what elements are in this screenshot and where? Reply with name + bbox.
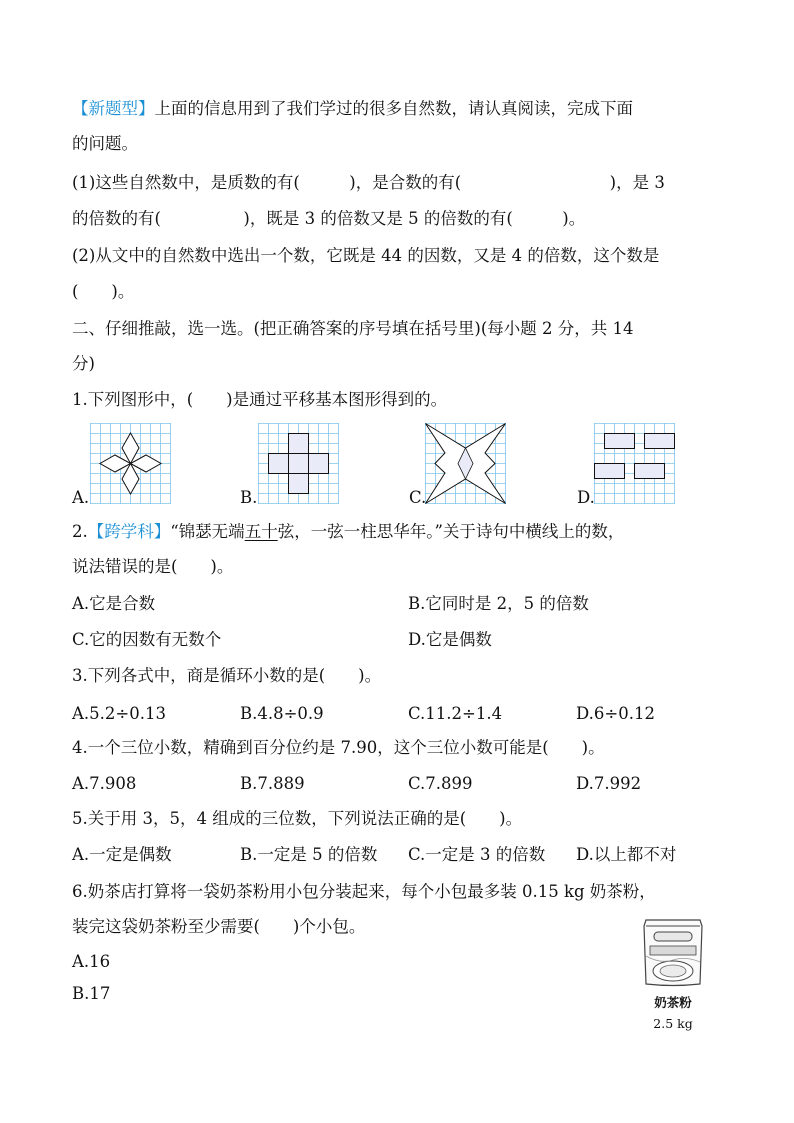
- intro-line-1: 【新题型】上面的信息用到了我们学过的很多自然数，请认真阅读，完成下面: [72, 99, 633, 118]
- question-1-line-1: (1)这些自然数中，是质数的有( )，是合数的有( )，是 3: [72, 173, 665, 192]
- q1-option-a-figure: [90, 423, 171, 504]
- question-2-line-1: (2)从文中的自然数中选出一个数，它既是 44 的因数，又是 4 的倍数，这个数是: [72, 246, 660, 265]
- question-2-line-2: ( )。: [72, 282, 135, 301]
- q2-line-2: 说法错误的是( )。: [72, 557, 234, 576]
- q4-option-c: C.7.899: [408, 774, 473, 793]
- milk-tea-bag-icon: [640, 916, 706, 988]
- q2-option-b: B.它同时是 2，5 的倍数: [408, 594, 589, 613]
- q6-option-a: A.16: [72, 952, 111, 971]
- q1-option-b-figure: [258, 423, 339, 504]
- underlined-number: 五十: [244, 522, 278, 541]
- q5-option-d: D.以上都不对: [576, 845, 677, 864]
- q4-option-a: A.7.908: [72, 774, 137, 793]
- section-2-heading-line-1: 二、仔细推敲，选一选。(把正确答案的序号填在括号里)(每小题 2 分，共 14: [72, 319, 634, 338]
- q5-option-c: C.一定是 3 的倍数: [408, 845, 546, 864]
- q2-option-c: C.它的因数有无数个: [72, 630, 222, 649]
- q1-stem: 1.下列图形中，( )是通过平移基本图形得到的。: [72, 390, 448, 409]
- q1-option-a-label: A.: [72, 488, 90, 507]
- q5-option-a: A.一定是偶数: [72, 845, 172, 864]
- q6-line-1: 6.奶茶店打算将一袋奶茶粉用小包分装起来，每个小包最多装 0.15 kg 奶茶粉，: [72, 882, 656, 901]
- q5-option-b: B.一定是 5 的倍数: [240, 845, 378, 864]
- bag-label: 奶茶粉: [654, 995, 692, 1010]
- question-1-line-2: 的倍数的有( )，既是 3 的倍数又是 5 的倍数的有( )。: [72, 209, 586, 228]
- q5-stem: 5.关于用 3，5，4 组成的三位数，下列说法正确的是( )。: [72, 809, 523, 828]
- q2-line-1: 2.【跨学科】“锦瑟无端五十弦，一弦一柱思华年。”关于诗句中横线上的数，: [72, 522, 625, 541]
- intro-line-2: 的问题。: [72, 134, 138, 153]
- q3-option-b: B.4.8÷0.9: [240, 704, 324, 723]
- section-2-heading-line-2: 分): [72, 354, 95, 373]
- new-type-tag: 【新题型】: [72, 99, 155, 118]
- q1-option-c-label: C.: [409, 488, 427, 507]
- bag-weight: 2.5 kg: [653, 1016, 693, 1031]
- q1-option-d-label: D.: [577, 488, 595, 507]
- q2-option-d: D.它是偶数: [408, 630, 492, 649]
- q3-stem: 3.下列各式中，商是循环小数的是( )。: [72, 666, 382, 685]
- cross-subject-tag: 【跨学科】: [87, 522, 171, 541]
- q6-option-b: B.17: [72, 984, 111, 1003]
- q3-option-d: D.6÷0.12: [576, 704, 655, 723]
- q3-option-a: A.5.2÷0.13: [72, 704, 166, 723]
- q3-option-c: C.11.2÷1.4: [408, 704, 503, 723]
- q1-option-c-figure: [425, 423, 506, 504]
- q4-option-d: D.7.992: [576, 774, 642, 793]
- q4-option-b: B.7.889: [240, 774, 305, 793]
- q1-option-d-figure: [594, 423, 675, 504]
- q1-option-b-label: B.: [240, 488, 258, 507]
- q2-option-a: A.它是合数: [72, 594, 156, 613]
- q6-line-2: 装完这袋奶茶粉至少需要( )个小包。: [72, 917, 366, 936]
- q4-stem: 4.一个三位小数，精确到百分位约是 7.90，这个三位小数可能是( )。: [72, 738, 605, 757]
